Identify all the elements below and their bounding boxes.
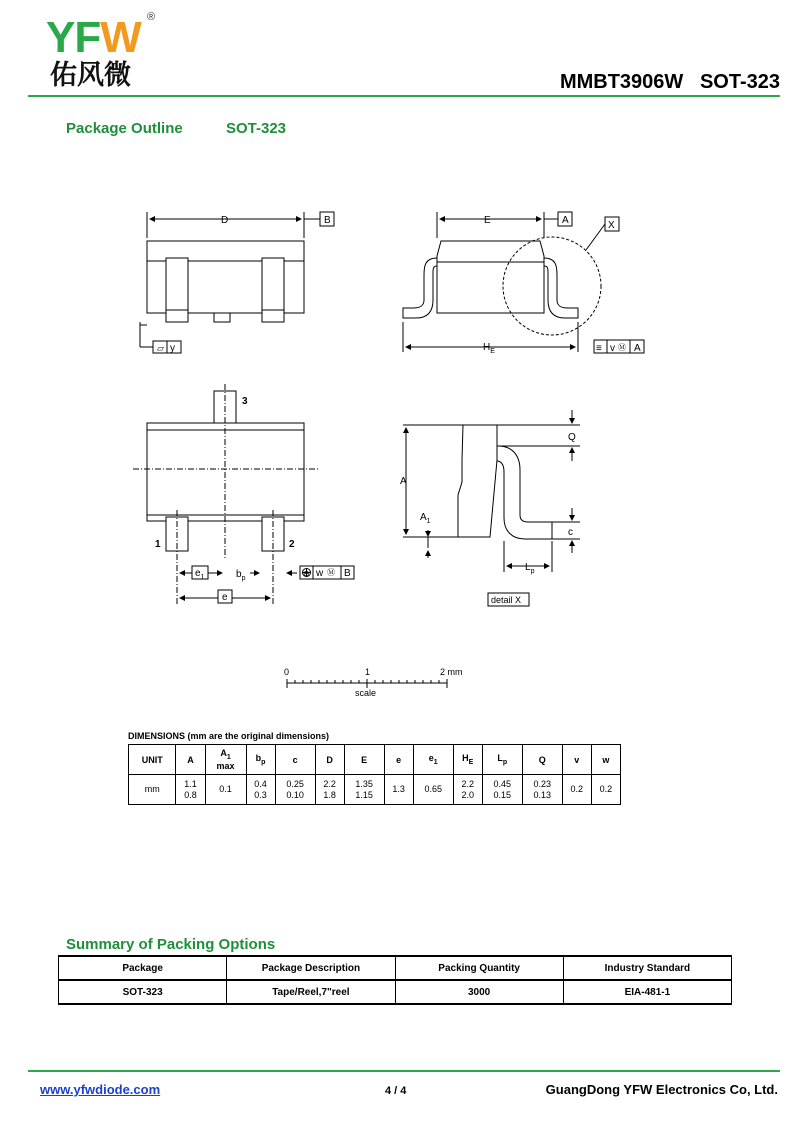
website-link[interactable]: www.yfwdiode.com	[40, 1082, 161, 1097]
svg-text:Ⓜ: Ⓜ	[618, 343, 626, 352]
dim-cell-v: 0.2	[562, 775, 591, 805]
dim-cell-bp: 0.4 0.3	[246, 775, 275, 805]
packing-cell: 3000	[395, 980, 563, 1004]
label-b: B	[324, 215, 331, 226]
dim-cell-e: 1.3	[384, 775, 413, 805]
label-a-ref: A	[634, 343, 641, 354]
dim-cell-lp: 0.45 0.15	[482, 775, 522, 805]
label-bp: $b_p$	[236, 569, 246, 582]
packing-header: Package Description	[227, 956, 395, 980]
packing-table	[58, 955, 732, 1005]
dim-cell-w: 0.2	[591, 775, 620, 805]
packing-cell: EIA-481-1	[563, 980, 731, 1004]
dimensions-table	[128, 744, 621, 805]
scale-tick-1: 1	[365, 667, 371, 677]
dim-cell-unit: mm	[129, 775, 176, 805]
table-row	[59, 980, 732, 1004]
dim-header: $e_1$	[413, 745, 453, 775]
dim-header: A	[176, 745, 205, 775]
svg-text:⊕: ⊕	[303, 569, 310, 578]
company-name: GuangDong YFW Electronics Co, Ltd.	[545, 1082, 778, 1097]
packing-cell: Tape/Reel,7"reel	[227, 980, 395, 1004]
svg-text:Ⓜ: Ⓜ	[327, 568, 335, 577]
dim-header: $L_p$	[482, 745, 522, 775]
svg-text:≡: ≡	[596, 343, 602, 354]
label-w: w	[316, 568, 324, 579]
table-row	[129, 775, 621, 805]
label-he: $H_E$	[483, 342, 495, 355]
dim-header: D	[315, 745, 344, 775]
page-title: MMBT3906W SOT-323	[559, 71, 780, 93]
scale-label: scale	[355, 688, 377, 698]
packing-header: Packing Quantity	[395, 956, 563, 980]
dim-header: w	[591, 745, 620, 775]
label-v: v	[610, 343, 615, 354]
footer-rule	[28, 1070, 780, 1072]
dim-cell-q: 0.23 0.13	[522, 775, 562, 805]
dim-cell-a: 1.1 0.8	[176, 775, 205, 805]
label-d: D	[221, 215, 229, 226]
svg-text:▱: ▱	[157, 343, 164, 353]
pin-1-label: 1	[155, 539, 161, 550]
pin-2-label: 2	[289, 539, 295, 550]
label-e-width: E	[484, 215, 491, 226]
packing-cell: SOT-323	[59, 980, 227, 1004]
packing-header: Package	[59, 956, 227, 980]
dim-header: v	[562, 745, 591, 775]
packing-heading: Summary of Packing Options	[66, 936, 276, 953]
packing-header: Industry Standard	[563, 956, 731, 980]
dim-header: $A_1$ max	[205, 745, 246, 775]
dim-header: UNIT	[129, 745, 176, 775]
package-outline-heading: Package Outline	[66, 120, 183, 137]
dim-header: E	[344, 745, 384, 775]
label-y: y	[170, 343, 175, 354]
scale-tick-2: 2 mm	[440, 667, 463, 677]
page-number: 4 / 4	[385, 1085, 407, 1097]
dim-cell-e-width: 1.35 1.15	[344, 775, 384, 805]
dim-cell-c: 0.25 0.10	[275, 775, 315, 805]
dim-header: $b_p$	[246, 745, 275, 775]
label-b-ref: B	[344, 568, 351, 579]
label-x: X	[608, 220, 615, 231]
dimensions-caption: DIMENSIONS (mm are the original dimensions)	[128, 731, 330, 741]
scale-tick-0: 0	[284, 667, 290, 677]
detail-x-label: detail X	[491, 595, 522, 605]
label-q: Q	[568, 432, 576, 443]
dim-cell-d: 2.2 1.8	[315, 775, 344, 805]
pin-3-label: 3	[242, 396, 248, 407]
label-a-height: A	[400, 476, 407, 487]
dim-header: $H_E$	[453, 745, 482, 775]
label-c: c	[568, 527, 573, 538]
label-e1: $e_1$	[195, 568, 205, 581]
label-a-datum: A	[562, 215, 569, 226]
dim-header: e	[384, 745, 413, 775]
dim-header: Q	[522, 745, 562, 775]
registered-mark: ®	[147, 11, 156, 23]
dim-cell-a1: 0.1	[205, 775, 246, 805]
package-name: SOT-323	[226, 120, 287, 137]
logo: YFW	[46, 13, 141, 62]
dim-header: c	[275, 745, 315, 775]
dim-cell-he: 2.2 2.0	[453, 775, 482, 805]
label-a1: $A_1$	[420, 512, 431, 525]
label-lp: $L_p$	[525, 562, 535, 575]
label-e-pitch: e	[222, 592, 228, 603]
dim-cell-e1: 0.65	[413, 775, 453, 805]
logo-chinese-text: 佑风微	[50, 60, 131, 91]
